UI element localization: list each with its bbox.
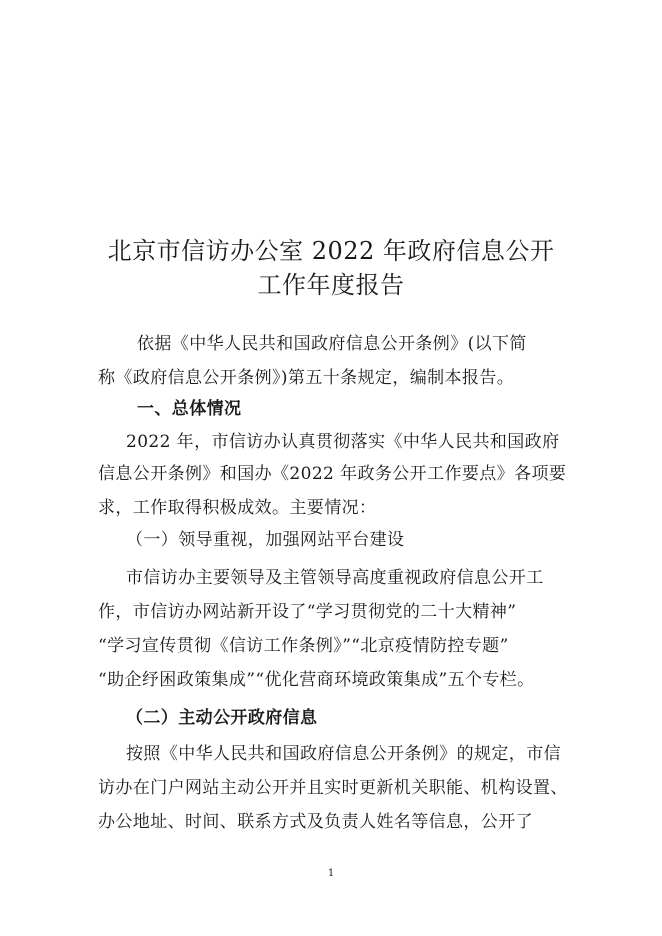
sub1-line-1: 市信访办主要领导及主管领导高度重视政府信息公开工 (126, 568, 544, 588)
sub2-line-2: 访办在门户网站主动公开并且实时更新机关职能、机构设置、 (98, 778, 568, 798)
section-heading-overview: 一、总体情况 (137, 399, 242, 419)
document-title-line-2: 工作年度报告 (257, 271, 405, 299)
sub1-line-3: “学习宣传贯彻《信访工作条例》”“北京疫情防控专题” (98, 636, 509, 656)
document-title-line-1: 北京市信访办公室 2022 年政府信息公开 (107, 237, 555, 265)
sub1-line-2: 作，市信访办网站新开设了“学习贯彻党的二十大精神” (98, 602, 517, 622)
section1-line-1: 2022 年，市信访办认真贯彻落实《中华人民共和国政府 (126, 432, 560, 452)
sub2-line-3: 办公地址、时间、联系方式及负责人姓名等信息，公开了 (98, 812, 533, 832)
section1-line-2: 信息公开条例》和国办《2022 年政务公开工作要点》各项要 (98, 464, 567, 484)
intro-line-2: 称《政府信息公开条例》)第五十条规定，编制本报告。 (98, 368, 515, 388)
subsection-heading-1: （一）领导重视，加强网站平台建设 (126, 530, 405, 550)
section1-line-3: 求，工作取得积极成效。主要情况： (98, 498, 377, 518)
intro-line-1: 依据《中华人民共和国政府信息公开条例》(以下简 (137, 334, 527, 354)
page-number: 1 (327, 868, 335, 879)
subsection-heading-2: （二）主动公开政府信息 (126, 708, 318, 728)
sub1-line-4: “助企纾困政策集成”“优化营商环境政策集成”五个专栏。 (98, 670, 535, 690)
sub2-line-1: 按照《中华人民共和国政府信息公开条例》的规定，市信 (126, 744, 561, 764)
